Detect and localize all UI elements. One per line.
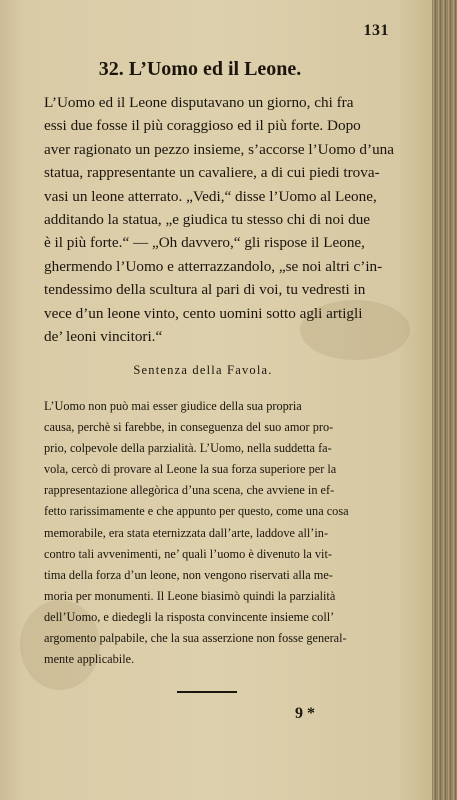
moral-heading: Sentenza della Favola. [133,363,273,377]
moral-line: argomento palpabile, che la sua asserzione non fosse general- [44,631,347,646]
fable-line: vece d’un leone vinto, cento uomini sotto agli artigli [44,304,363,322]
moral-line: dell’Uomo, e diedegli la risposta convincente insieme coll’ [44,609,335,624]
fable-line: L’Uomo ed il Leone disputavano un giorno, chi fra [44,94,354,111]
end-rule [177,691,237,693]
moral-line: L’Uomo non può mai esser giudice della sua propria [44,399,302,413]
page-number: 131 [363,22,389,39]
moral-line: rappresentazione allegòrica d’una scena, che avviene in ef- [44,483,335,498]
fable-line: è il più forte.“ — „Oh davvero,“ gli rispose il Leone, [44,234,365,252]
fable-line: aver ragionato un pezzo insieme, s’accorse l’Uomo d’una [44,140,395,158]
moral-line: mente applicabile. [44,652,135,667]
moral-line: vola, cercò di provare al Leone la sua forza superiore per la [44,462,337,477]
fable-text [44,91,395,348]
moral-line: contro tali avvenimenti, ne’ quali l’uomo è divenuto la vit- [44,546,332,561]
fable-line: additando la statua, „e giudica tu stesso chi di noi due [44,211,371,229]
fable-line: statua, rappresentante un cavaliere, a di cui piedi trova- [44,164,380,182]
moral-line: causa, perchè si farebbe, in conseguenza del suo amor pro- [44,420,334,435]
moral-line: tima della forza d’un leone, non vengono riservati alla me- [44,567,333,582]
signature-mark: 9 * [295,705,315,722]
moral-line: memorabile, era stata eternizzata dall’arte, laddove all’in- [44,525,329,540]
moral-text [44,396,392,670]
fable-line: ghermendo l’Uomo e atterrazzandolo, „se noi altri c’in- [44,257,383,275]
moral-line: fetto rarissimamente e che appunto per questo, come una cosa [44,504,349,519]
fable-line: vasi un leone atterrato. „Vedi,“ disse l’Uomo al Leone, [44,187,377,205]
moral-line: moria per monumenti. Il Leone biasimò quindi la parzialità [44,588,336,603]
moral-line: prio, colpevole della parzialità. L’Uomo, nella suddetta fa- [44,441,332,456]
fable-line: essi due fosse il più coraggioso ed il più forte. Dopo [44,117,361,135]
book-page-edges [432,0,457,800]
fable-line: de’ leoni vincitori.“ [44,328,163,346]
fable-line: tendessimo della scultura al pari di voi, tu vedresti in [44,281,366,299]
fable-title: 32. L’Uomo ed il Leone. [98,58,302,80]
